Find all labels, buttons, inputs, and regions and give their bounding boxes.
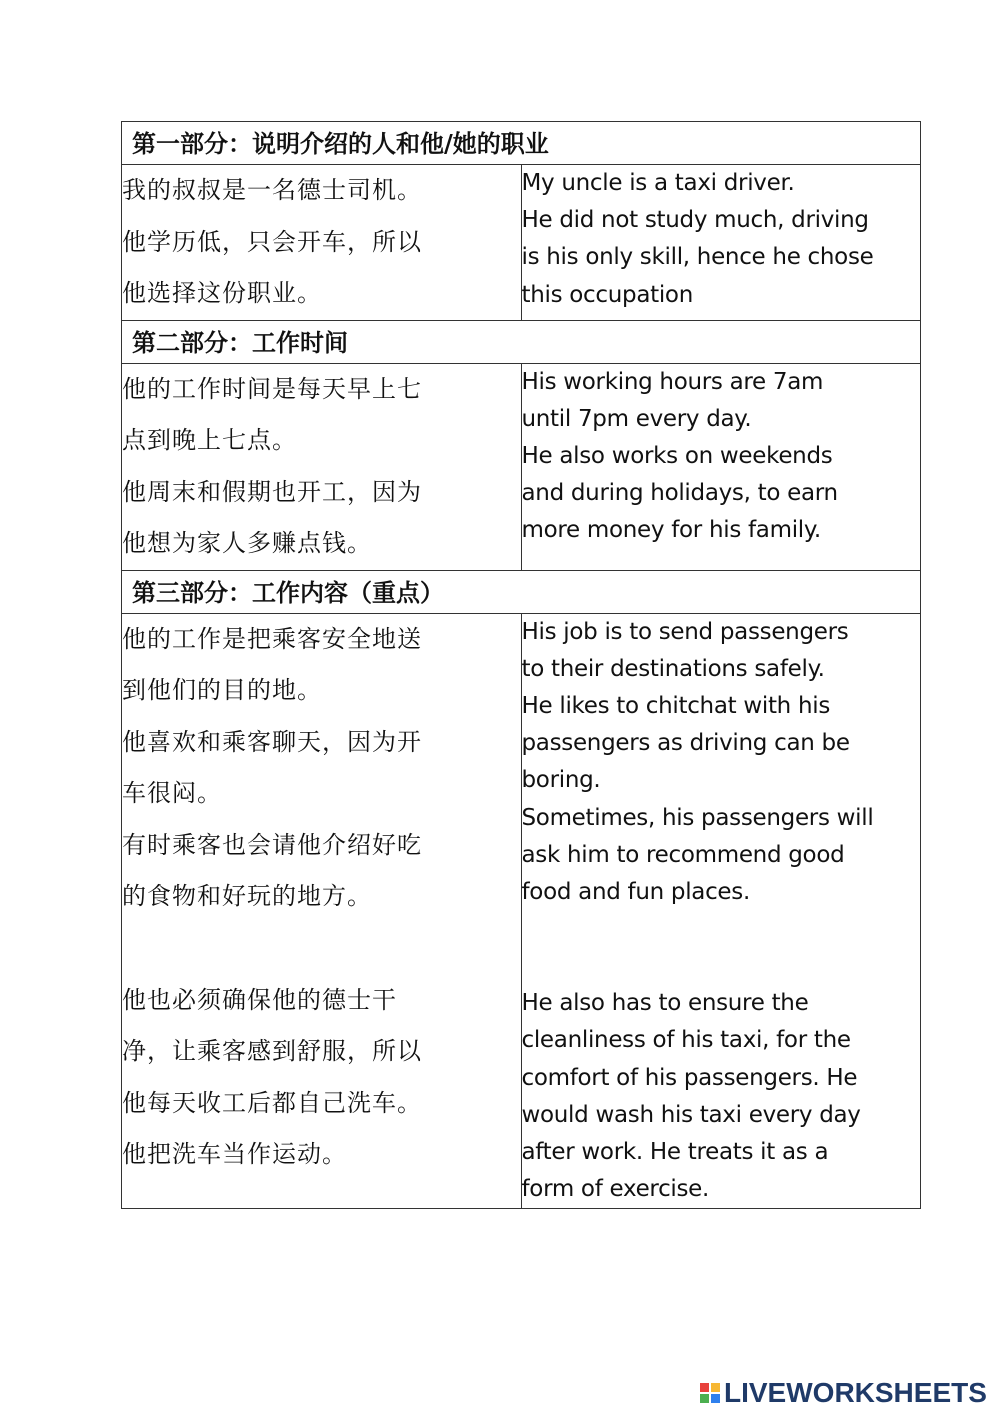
section-1-chinese-cell <box>122 165 522 321</box>
en-line: more money for his family. <box>521 517 821 544</box>
en-line: My uncle is a taxi driver. <box>521 170 795 196</box>
section-3-english-cell <box>521 613 921 1209</box>
en-line: cleanliness of his taxi, for the <box>521 1027 851 1054</box>
zh-line: 他的工作是把乘客安全地送 <box>122 624 422 653</box>
en-line: comfort of his passengers. He <box>521 1064 858 1091</box>
zh-line: 他把洗车当作运动。 <box>122 1140 347 1168</box>
worksheet-table <box>121 121 921 1209</box>
en-line: to their destinations safely. <box>521 655 825 682</box>
zh-line: 净，让乘客感到舒服，所以 <box>122 1037 422 1065</box>
section-1-content-row <box>122 165 921 321</box>
section-header-row <box>122 320 921 363</box>
en-line: He also has to ensure the <box>521 990 809 1017</box>
logo-square-red <box>700 1383 709 1392</box>
section-header-row <box>122 122 921 165</box>
section-3-content-row <box>122 613 921 1209</box>
zh-line: 车很闷。 <box>122 779 222 807</box>
en-line: would wash his taxi every day <box>521 1101 861 1128</box>
en-line: passengers as driving can be <box>521 730 850 757</box>
zh-line: 他周末和假期也开工，因为 <box>122 477 422 506</box>
section-2-content-row <box>122 363 921 570</box>
section-header-row <box>122 570 921 613</box>
zh-line: 他喜欢和乘客聊天，因为开 <box>122 727 422 756</box>
logo-icon <box>700 1383 720 1403</box>
en-line: until 7pm every day. <box>521 405 752 432</box>
en-line: after work. He treats it as a <box>521 1138 829 1165</box>
logo-square-yellow <box>711 1383 720 1392</box>
section-3-header: 第三部分：工作内容（重点） <box>122 570 921 613</box>
blank-spacer <box>522 911 921 985</box>
zh-line: 他每天收工后都自己洗车。 <box>122 1088 422 1117</box>
en-line: He likes to chitchat with his <box>521 692 831 719</box>
blank-spacer <box>122 923 521 975</box>
zh-line: 他选择这份职业。 <box>122 279 322 307</box>
section-1-header: 第一部分：说明介绍的人和他/她的职业 <box>122 122 921 165</box>
zh-line: 到他们的目的地。 <box>122 676 322 704</box>
zh-line: 我的叔叔是一名德士司机。 <box>122 176 422 204</box>
section-2-header: 第二部分：工作时间 <box>122 320 921 363</box>
zh-line: 他也必须确保他的德士干 <box>122 985 397 1014</box>
en-line: boring. <box>521 767 601 794</box>
en-line: He did not study much, driving <box>521 207 869 234</box>
en-line: His job is to send passengers <box>521 618 849 645</box>
en-line: He also works on weekends <box>521 442 833 469</box>
logo-square-green <box>700 1394 709 1403</box>
zh-line: 的食物和好玩的地方。 <box>122 882 372 910</box>
section-2-chinese-cell <box>122 363 522 570</box>
logo-text: LIVEWORKSHEETS <box>724 1377 987 1408</box>
en-line: this occupation <box>521 281 693 308</box>
zh-line: 他的工作时间是每天早上七 <box>122 374 422 403</box>
en-line: His working hours are 7am <box>521 368 824 395</box>
en-line: ask him to recommend good <box>521 841 845 868</box>
section-2-english-cell <box>521 363 921 570</box>
zh-line: 有时乘客也会请他介绍好吃 <box>122 830 422 859</box>
zh-line: 点到晚上七点。 <box>122 426 297 454</box>
en-line: is his only skill, hence he chose <box>521 244 874 271</box>
zh-line: 他想为家人多赚点钱。 <box>122 529 372 557</box>
section-1-english-cell <box>521 165 921 321</box>
en-line: and during holidays, to earn <box>521 480 838 507</box>
en-line: form of exercise. <box>521 1176 710 1203</box>
en-line: food and fun places. <box>521 878 750 905</box>
liveworksheets-logo[interactable] <box>700 1378 987 1408</box>
en-line: Sometimes, his passengers will <box>521 804 874 831</box>
logo-square-blue <box>711 1394 720 1403</box>
section-3-chinese-cell <box>122 613 522 1209</box>
zh-line: 他学历低，只会开车，所以 <box>122 227 422 256</box>
